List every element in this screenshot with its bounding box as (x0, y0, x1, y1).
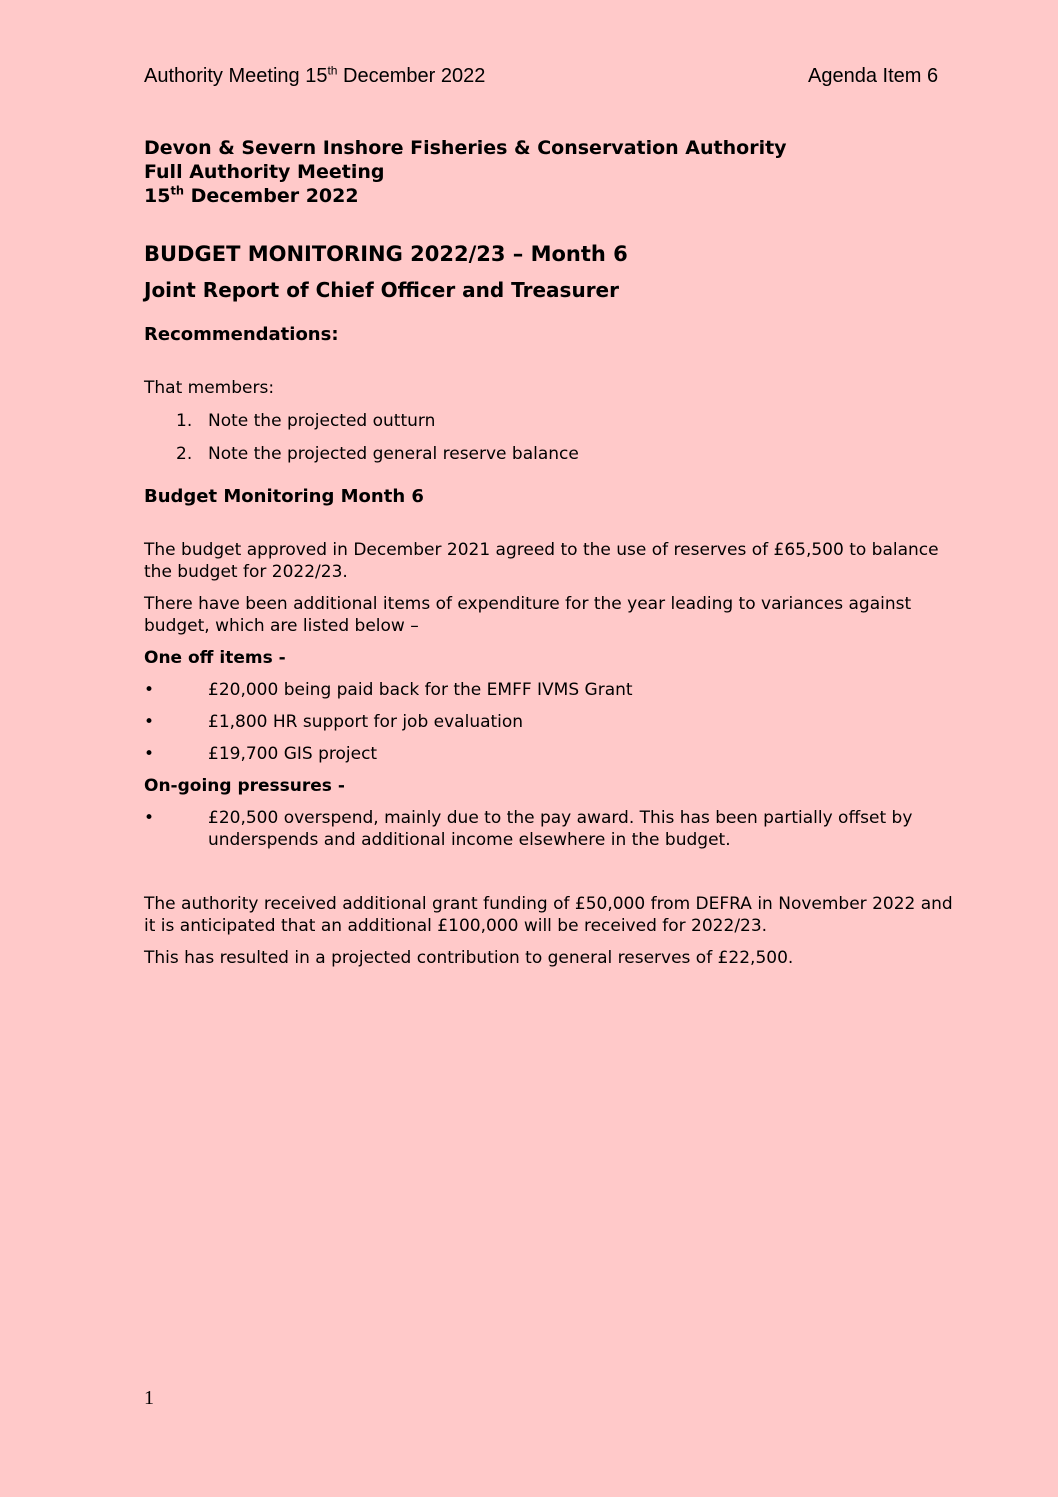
bullet-icon: • (144, 744, 155, 764)
budget-monitoring-heading: Budget Monitoring Month 6 (144, 486, 424, 507)
document-body (144, 136, 959, 969)
recommendations-intro: That members: (144, 378, 275, 398)
report-title: BUDGET MONITORING 2022/23 – Month 6 (144, 242, 628, 266)
paragraph: This has resulted in a projected contribution to general reserves of £22,500. (144, 948, 794, 968)
bullet-icon: • (144, 808, 155, 828)
recommendation-item: 2. Note the projected general reserve balance (176, 444, 579, 464)
bullet-icon: • (144, 712, 155, 732)
recommendations-heading: Recommendations: (144, 324, 339, 345)
list-item: • £19,700 GIS project (144, 744, 378, 764)
list-number: 2. (176, 444, 193, 464)
paragraph: The authority received additional grant funding of £50,000 from DEFRA in November 2022 and it is anticipated that an additional £100,000 will be received for 2022/23. (144, 894, 953, 936)
one-off-items-label: One off items - (144, 648, 286, 668)
recommendation-item: 1. Note the projected outturn (176, 411, 436, 431)
meeting-name: Full Authority Meeting (144, 161, 385, 183)
bullet-icon: • (144, 680, 155, 700)
organisation-name: Devon & Severn Inshore Fisheries & Conservation Authority (144, 137, 787, 159)
page-header-meeting: Authority Meeting 15th December 2022 (144, 63, 486, 87)
list-item: • £20,500 overspend, mainly due to the pay award. This has been partially offset by underspends and additional income elsewhere in the budget. (144, 808, 913, 850)
report-subtitle: Joint Report of Chief Officer and Treasurer (144, 278, 619, 302)
paragraph: There have been additional items of expenditure for the year leading to variances against budget, which are listed below – (144, 594, 912, 636)
ongoing-pressures-label: On-going pressures - (144, 776, 345, 796)
paragraph: The budget approved in December 2021 agreed to the use of reserves of £65,500 to balance the budget for 2022/23. (144, 540, 939, 582)
list-item: • £20,000 being paid back for the EMFF IVMS Grant (144, 680, 633, 700)
page-header-agenda-item: Agenda Item 6 (808, 65, 939, 87)
meeting-date: 15th December 2022 (144, 183, 359, 207)
list-number: 1. (176, 411, 193, 431)
page-number: 1 (144, 1387, 154, 1409)
list-item: • £1,800 HR support for job evaluation (144, 712, 524, 732)
